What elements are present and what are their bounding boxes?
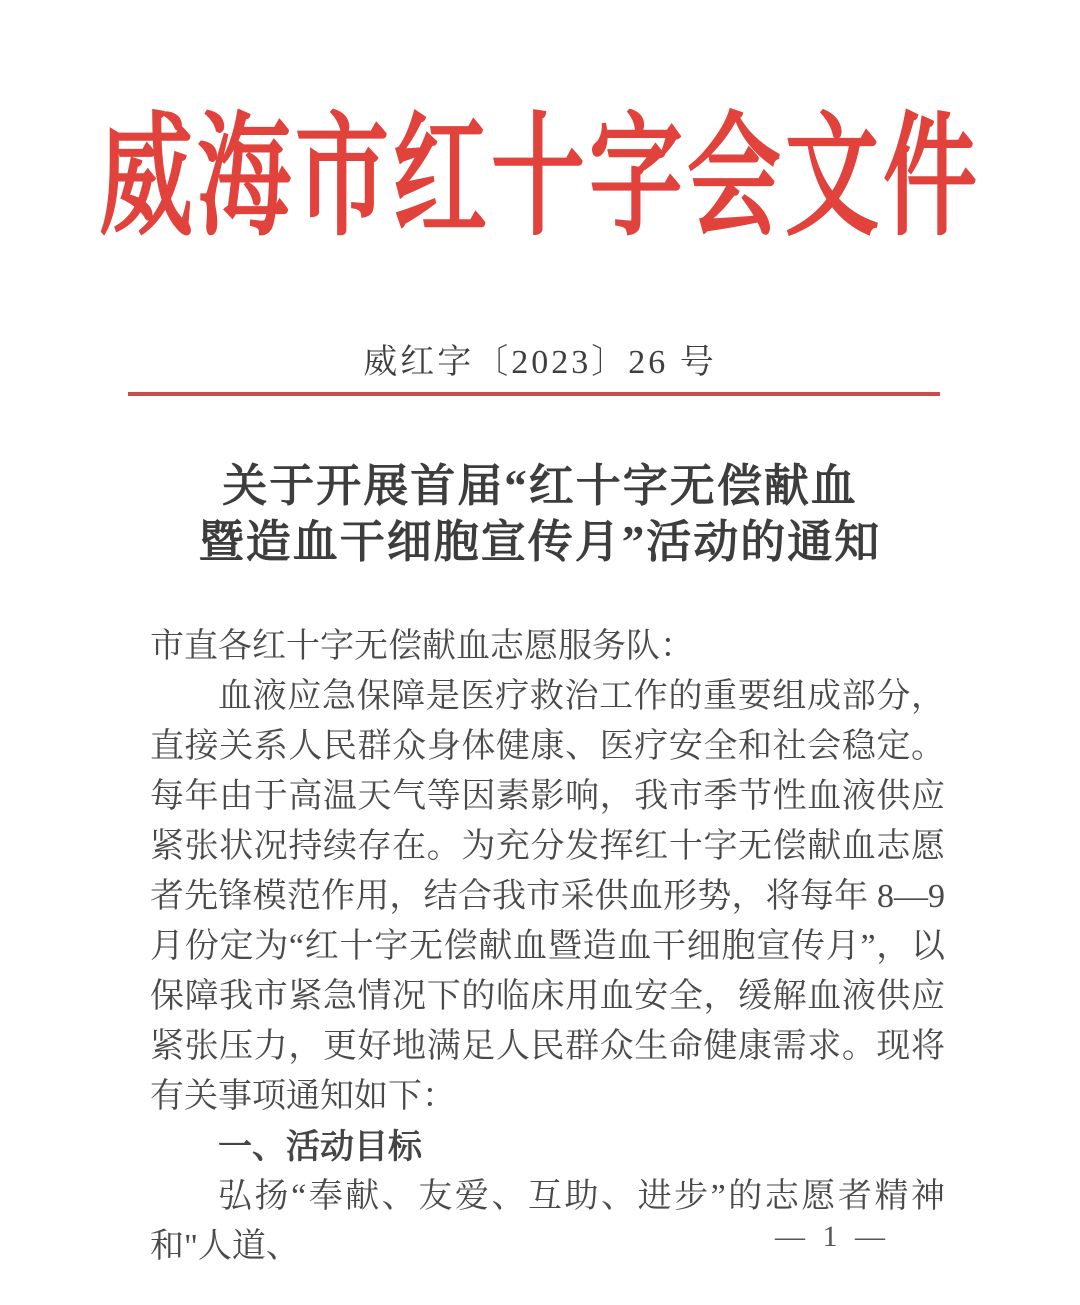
notice-title-line-2: 暨造血干细胞宣传月”活动的通知 (198, 517, 882, 567)
document-body (150, 622, 945, 1272)
section-heading-activity-goal: 一、活动目标 (218, 1128, 422, 1166)
body-paragraph-2: 弘扬“奉献、友爱、互助、进步”的志愿者精神和"人道、 (150, 1178, 945, 1265)
letterhead-title: 威海市红十字会文件 (98, 104, 981, 253)
document-reference-number: 威红字〔2023〕26 号 (363, 344, 717, 381)
salutation-line: 市直各红十字无偿献血志愿服务队： (150, 628, 694, 665)
page-number: — 1 — (775, 1220, 890, 1253)
notice-title-line-1: 关于开展首届“红十字无偿献血 (222, 461, 858, 511)
red-separator-rule (128, 392, 940, 396)
body-paragraph-1: 血液应急保障是医疗救治工作的重要组成部分，直接关系人民群众身体健康、医疗安全和社会稳定。每年由于高温天气等因素影响，我市季节性血液供应紧张状况持续存在。为充分发挥红十字无偿献血志愿者先锋模范作用，结合我市采供血形势，将每年 8—9 月份定为“红十字无偿献血暨造血干细胞宣传月”，以保障我市紧急情况下的临床用血安全，缓解血液供应紧张压力，更好地满足人民群众生命健康需求。现将有关事项通知如下： (150, 678, 945, 1115)
notice-title (0, 458, 1080, 570)
